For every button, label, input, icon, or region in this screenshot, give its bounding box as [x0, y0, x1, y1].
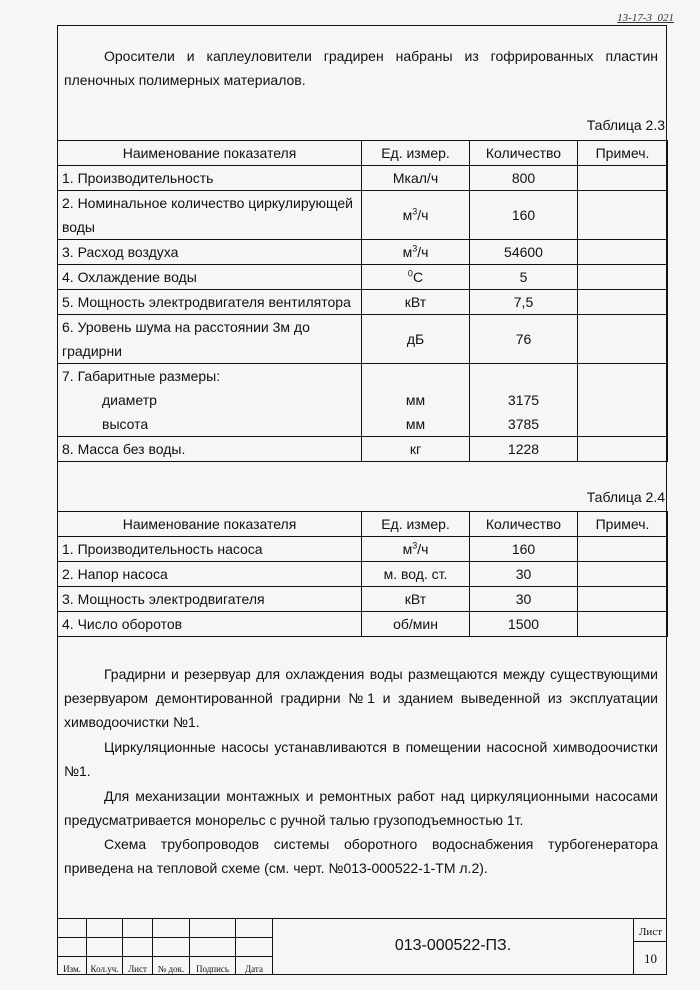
- param-unit: $м^3/ч$: [362, 191, 470, 240]
- column-header: Примеч.: [578, 512, 668, 537]
- body-paragraph: Циркуляционные насосы устанавливаются в помещении насосной химводоочистки №1.: [64, 739, 658, 779]
- stamp-cell: [123, 919, 153, 938]
- param-unit: мм мм: [362, 364, 470, 437]
- param-name: 5. Мощность электродвигателя вентилятора: [58, 290, 362, 315]
- param-unit: дБ: [362, 315, 470, 364]
- param-note: [578, 240, 668, 265]
- param-name: 3. Мощность электродвигателя: [58, 587, 362, 612]
- stamp-column-label: Подпись: [190, 957, 236, 975]
- param-name: 3. Расход воздуха: [58, 240, 362, 265]
- param-name: 1. Производительность насоса: [58, 537, 362, 562]
- stamp-cell: [58, 919, 87, 938]
- spec-table-cooling-tower: [57, 140, 668, 462]
- column-header: Ед. измер.: [362, 512, 470, 537]
- param-qty: 76: [470, 315, 578, 364]
- param-name: 7. Габаритные размеры: диаметр высота: [58, 364, 362, 437]
- table-row: [58, 166, 668, 191]
- param-name: 4. Охлаждение воды: [58, 265, 362, 290]
- param-note: [578, 290, 668, 315]
- table-row: [58, 562, 668, 587]
- param-note: [578, 612, 668, 637]
- table-caption: Таблица 2.3: [586, 117, 665, 133]
- table-row: [58, 265, 668, 290]
- param-note: [578, 166, 668, 191]
- intro-paragraph: Оросители и каплеуловители градирен набраны из гофрированных пластин пленочных полимерных материалов.: [64, 48, 658, 88]
- table-row: [58, 290, 668, 315]
- table-row: [58, 364, 668, 437]
- sheet-divider: [634, 941, 667, 942]
- document-code: 013-000522-ПЗ.: [272, 918, 634, 974]
- stamp-column-label: Изм.: [58, 957, 87, 975]
- table-row: [58, 315, 668, 364]
- param-name: 6. Уровень шума на расстоянии 3м до градирни: [58, 315, 362, 364]
- param-subname: диаметр: [102, 392, 157, 408]
- table-row: [58, 437, 668, 462]
- param-note: [578, 562, 668, 587]
- param-qty: 30: [470, 562, 578, 587]
- stamp-cell: [190, 938, 236, 957]
- stamp-column-label: Кол.уч.: [87, 957, 123, 975]
- table-caption: Таблица 2.4: [586, 489, 665, 505]
- stamp-cell: [153, 938, 190, 957]
- body-paragraph: Схема трубопроводов системы оборотного водоснабжения турбогенератора приведена на тепловой схеме (см. черт. №013-000522-1-ТМ л.2).: [64, 836, 658, 876]
- column-header: Ед. измер.: [362, 141, 470, 166]
- param-note: [578, 537, 668, 562]
- param-qty: 160: [470, 191, 578, 240]
- column-header: Количество: [470, 141, 578, 166]
- stamp-column-label: Дата: [236, 957, 273, 975]
- param-qty: 5: [470, 265, 578, 290]
- param-qty: 160: [470, 537, 578, 562]
- param-name: 4. Число оборотов: [58, 612, 362, 637]
- param-note: [578, 437, 668, 462]
- param-unit: кг: [362, 437, 470, 462]
- param-name: 2. Напор насоса: [58, 562, 362, 587]
- param-qty: 54600: [470, 240, 578, 265]
- table-row: [58, 612, 668, 637]
- title-block-grid: [57, 918, 273, 975]
- param-subname: высота: [102, 416, 149, 432]
- stamp-column-label: № док.: [153, 957, 190, 975]
- param-unit: Мкал/ч: [362, 166, 470, 191]
- param-note: [578, 364, 668, 437]
- param-unit: $м^3/ч$: [362, 240, 470, 265]
- param-unit: $м^3/ч$: [362, 537, 470, 562]
- column-header: Примеч.: [578, 141, 668, 166]
- param-unit: кВт: [362, 290, 470, 315]
- param-unit: $^0$С: [362, 265, 470, 290]
- sheet-number: 10: [644, 951, 657, 966]
- param-unit: м. вод. ст.: [362, 562, 470, 587]
- param-name: 8. Масса без воды.: [58, 437, 362, 462]
- stamp-column-label: Лист: [123, 957, 153, 975]
- table-row: [58, 537, 668, 562]
- param-note: [578, 587, 668, 612]
- table-row: [58, 587, 668, 612]
- stamp-cell: [153, 919, 190, 938]
- spec-table-pump: [57, 511, 668, 637]
- param-qty: 1228: [470, 437, 578, 462]
- body-paragraph: Для механизации монтажных и ремонтных работ над циркуляционными насосами предусматривается монорельс с ручной талью грузоподъемностью 1т.: [64, 788, 658, 828]
- param-qty: 3175 3785: [470, 364, 578, 437]
- stamp-cell: [87, 919, 123, 938]
- table-header-row: [58, 141, 668, 166]
- column-header: Наименование показателя: [58, 512, 362, 537]
- table-row: [58, 191, 668, 240]
- param-name: 2. Номинальное количество циркулирующей воды: [58, 191, 362, 240]
- stamp-cell: [58, 938, 87, 957]
- stamp-cell: [123, 938, 153, 957]
- column-header: Наименование показателя: [58, 141, 362, 166]
- sheet-box: [634, 918, 667, 974]
- body-paragraph: Градирни и резервуар для охлаждения воды размещаются между существующими резервуаром демонтированной градирни №1 и зданием выведенной из эксплуатации химводоочистки №1.: [64, 666, 658, 730]
- param-name: 1. Производительность: [58, 166, 362, 191]
- column-header: Количество: [470, 512, 578, 537]
- param-qty: 30: [470, 587, 578, 612]
- param-unit: кВт: [362, 587, 470, 612]
- param-note: [578, 191, 668, 240]
- param-note: [578, 315, 668, 364]
- param-unit: об/мин: [362, 612, 470, 637]
- param-note: [578, 265, 668, 290]
- stamp-cell: [87, 938, 123, 957]
- table-row: [58, 240, 668, 265]
- stamp-cell: [190, 919, 236, 938]
- corner-mark: 13-17-3_021: [617, 12, 674, 24]
- param-qty: 7,5: [470, 290, 578, 315]
- table-header-row: [58, 512, 668, 537]
- stamp-cell: [236, 919, 273, 938]
- param-qty: 800: [470, 166, 578, 191]
- param-qty: 1500: [470, 612, 578, 637]
- sheet-label: Лист: [638, 926, 663, 938]
- stamp-cell: [236, 938, 273, 957]
